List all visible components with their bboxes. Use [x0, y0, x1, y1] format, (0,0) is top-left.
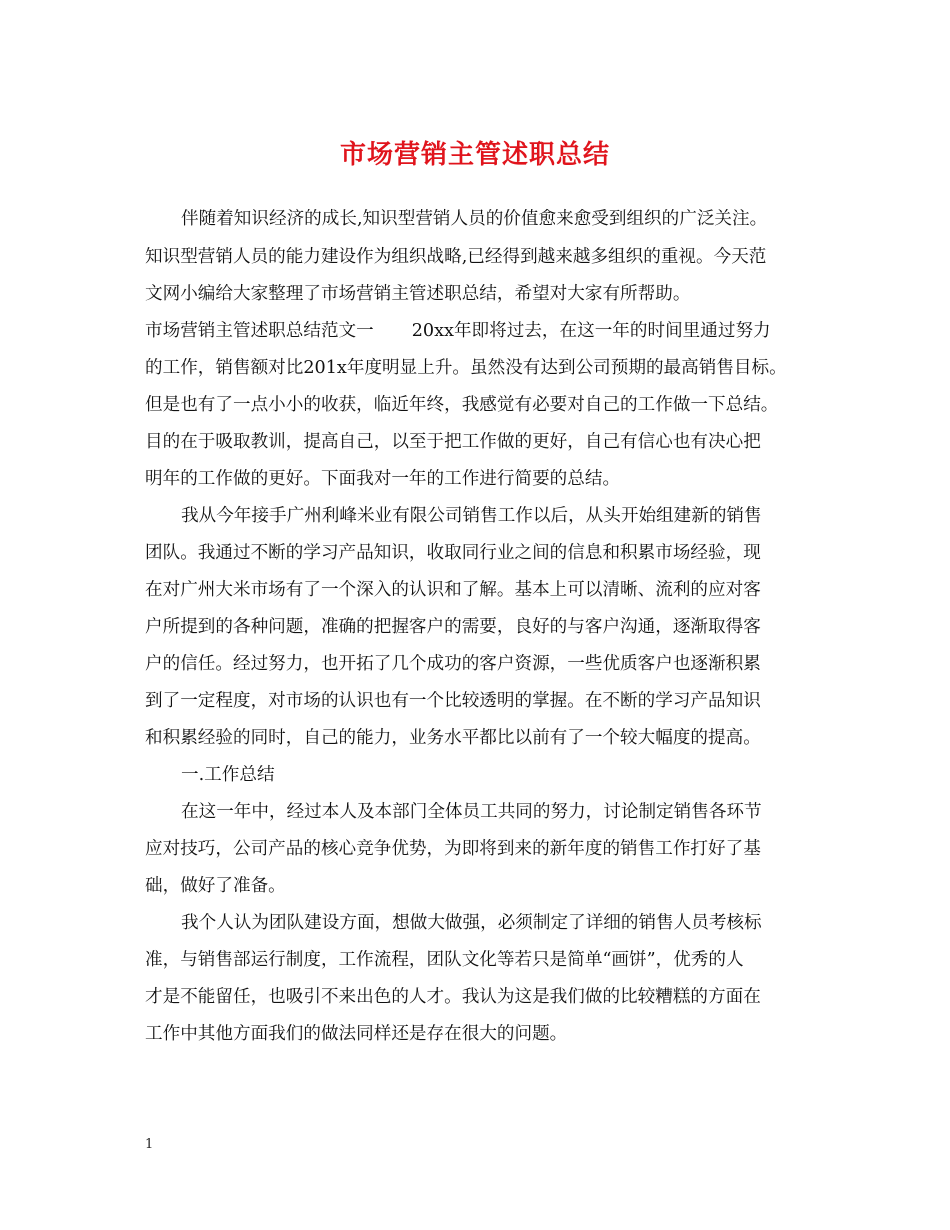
text-line: 我个人认为团队建设方面，想做大做强，必须制定了详细的销售人员考核标	[181, 913, 762, 933]
text-line: 在这一年中，经过本人及本部门全体员工共同的努力，讨论制定销售各环节	[181, 802, 762, 822]
text-line: 础，做好了准备。	[145, 876, 286, 896]
text-line: 的工作，销售额对比201x年度明显上升。虽然没有达到公司预期的最高销售目标。	[145, 358, 787, 378]
text-line: 户所提到的各种问题，准确的把握客户的需要，良好的与客户沟通，逐渐取得客	[145, 617, 761, 637]
text-line: 我从今年接手广州利峰米业有限公司销售工作以后，从头开始组建新的销售	[181, 506, 762, 526]
page-number: 1	[145, 1137, 154, 1152]
text-line: 20xx年即将过去，在这一年的时间里通过努力	[411, 321, 771, 341]
section-heading-work-summary: 一.工作总结	[181, 765, 275, 785]
text-line: 团队。我通过不断的学习产品知识，收取同行业之间的信息和积累市场经验，现	[145, 543, 761, 563]
text-line: 伴随着知识经济的成长,知识型营销人员的价值愈来愈受到组织的广泛关注。	[181, 209, 768, 229]
text-line: 和积累经验的同时，自己的能力，业务水平都比以前有了一个较大幅度的提高。	[145, 728, 761, 748]
text-line: 工作中其他方面我们的做法同样还是存在很大的问题。	[145, 1024, 568, 1044]
text-line: 准，与销售部运行制度，工作流程，团队文化等若只是简单“画饼”，优秀的人	[145, 950, 744, 970]
text-line-composite	[145, 320, 771, 342]
text-line: 但是也有了一点小小的收获，临近年终，我感觉有必要对自己的工作做一下总结。	[145, 395, 779, 415]
text-line: 目的在于吸取教训，提高自己，以至于把工作做的更好，自己有信心也有决心把	[145, 432, 761, 452]
section-heading-sample-one: 市场营销主管述职总结范文一	[145, 321, 374, 341]
text-line: 到了一定程度，对市场的认识也有一个比较透明的掌握。在不断的学习产品知识	[145, 691, 761, 711]
text-line: 知识型营销人员的能力建设作为组织战略,已经得到越来越多组织的重视。今天范	[145, 247, 767, 267]
text-line: 才是不能留任，也吸引不来出色的人才。我认为这是我们做的比较糟糕的方面在	[145, 987, 761, 1007]
text-line: 在对广州大米市场有了一个深入的认识和了解。基本上可以清晰、流利的应对客	[145, 580, 761, 600]
text-line: 文网小编给大家整理了市场营销主管述职总结，希望对大家有所帮助。	[145, 284, 691, 304]
text-line: 明年的工作做的更好。下面我对一年的工作进行简要的总结。	[145, 469, 621, 489]
text-line: 户的信任。经过努力，也开拓了几个成功的客户资源，一些优质客户也逐渐积累	[145, 654, 761, 674]
text-line: 应对技巧，公司产品的核心竞争优势，为即将到来的新年度的销售工作打好了基	[145, 839, 761, 859]
document-title: 市场营销主管述职总结	[339, 140, 610, 170]
